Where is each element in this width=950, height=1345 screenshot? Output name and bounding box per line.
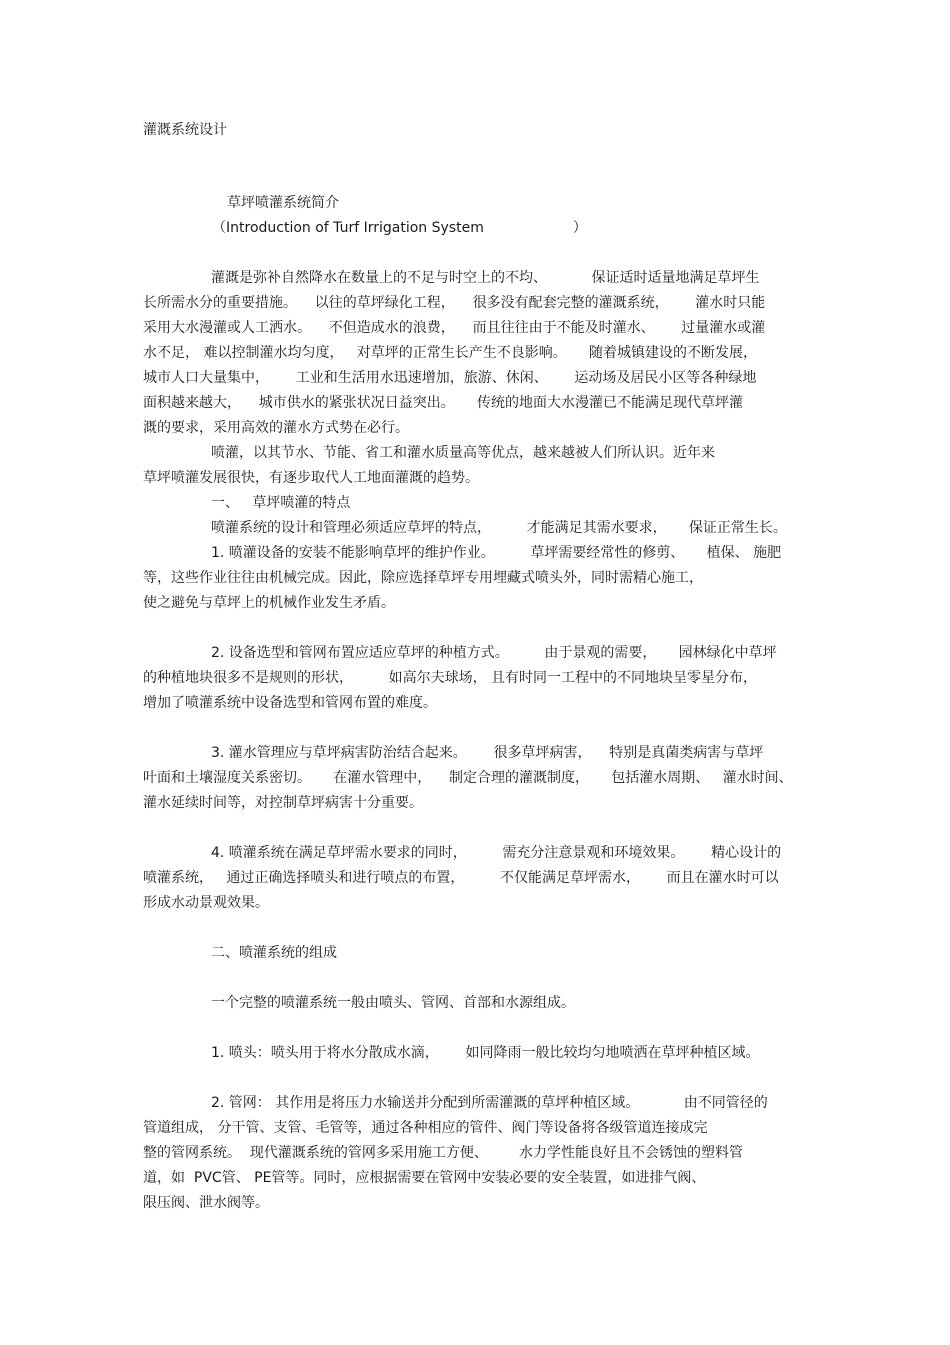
section1-item4-line: 喷灌系统， 通过正确选择喷头和进行喷点的布置， 不仅能满足草坪需水， 而且在灌水时可以 (143, 870, 779, 886)
section2-item2-line: 道，如 PVC管、 PE管等。同时，应根据需要在管网中安装必要的安全装置，如进排气阀、 (143, 1170, 706, 1186)
section2-intro: 一个完整的喷灌系统一般由喷头、管网、首部和水源组成。 (211, 995, 575, 1011)
section1-item3-line: 灌水延续时间等，对控制草坪病害十分重要。 (143, 795, 423, 811)
section1-item1-line: 1. 喷灌设备的安装不能影响草坪的维护作业。 草坪需要经常性的修剪、 植保、 施肥 (211, 545, 782, 561)
para1-line: 灌溉是弥补自然降水在数量上的不足与时空上的不均、 保证适时适量地满足草坪生 (211, 270, 760, 286)
section1-intro: 喷灌系统的设计和管理必须适应草坪的特点， 才能满足其需水要求， 保证正常生长。 (211, 520, 787, 536)
section1-item1-line: 使之避免与草坪上的机械作业发生矛盾。 (143, 595, 395, 611)
para2-line: 草坪喷灌发展很快，有逐步取代人工地面灌溉的趋势。 (143, 470, 479, 486)
para1-line: 溉的要求，采用高效的灌水方式势在必行。 (143, 420, 409, 436)
document-title: 灌溉系统设计 (143, 122, 227, 138)
para1-line: 采用大水漫灌或人工洒水。 不但造成水的浪费， 而且往往由于不能及时灌水、 过量灌水或灌 (143, 320, 766, 336)
section1-item2-line: 2. 设备选型和管网布置应适应草坪的种植方式。 由于景观的需要， 园林绿化中草坪 (211, 645, 777, 661)
section2-item2-line: 限压阀、泄水阀等。 (143, 1195, 269, 1211)
intro-heading-english: （Introduction of Turf Irrigation System ） (212, 220, 587, 236)
section1-item3-line: 叶面和土壤湿度关系密切。 在灌水管理中， 制定合理的灌溉制度， 包括灌水周期、 灌水时间、 (143, 770, 793, 786)
para2-line: 喷灌，以其节水、节能、省工和灌水质量高等优点，越来越被人们所认识。近年来 (211, 445, 715, 461)
section2-item2-line: 2. 管网： 其作用是将压力水输送并分配到所需灌溉的草坪种植区域。 由不同管径的 (211, 1095, 768, 1111)
section1-item3-line: 3. 灌水管理应与草坪病害防治结合起来。 很多草坪病害， 特别是真菌类病害与草坪 (211, 745, 764, 761)
para1-line: 城市人口大量集中， 工业和生活用水迅速增加，旅游、休闲、 运动场及居民小区等各种绿地 (143, 370, 757, 386)
section1-item2-line: 的种植地块很多不是规则的形状， 如高尔夫球场， 且有时同一工程中的不同地块呈零星分布， (143, 670, 758, 686)
para1-line: 面积越来越大， 城市供水的紧张状况日益突出。 传统的地面大水漫灌已不能满足现代草坪灌 (143, 395, 744, 411)
section1-heading: 一、 草坪喷灌的特点 (211, 495, 351, 511)
section1-item4-line: 形成水动景观效果。 (143, 895, 269, 911)
section2-heading: 二、喷灌系统的组成 (211, 945, 337, 961)
para1-line: 长所需水分的重要措施。 以往的草坪绿化工程， 很多没有配套完整的灌溉系统， 灌水时只能 (143, 295, 766, 311)
section1-item2-line: 增加了喷灌系统中设备选型和管网布置的难度。 (143, 695, 437, 711)
section2-item2-line: 整的管网系统。 现代灌溉系统的管网多采用施工方便、 水力学性能良好且不会锈蚀的塑料管 (143, 1145, 744, 1161)
intro-heading: 草坪喷灌系统简介 (227, 195, 339, 211)
para1-line: 水不足， 难以控制灌水均匀度， 对草坪的正常生长产生不良影响。 随着城镇建设的不断发展， (143, 345, 758, 361)
section2-item1: 1. 喷头：喷头用于将水分散成水滴， 如同降雨一般比较均匀地喷洒在草坪种植区域。 (211, 1045, 760, 1061)
section1-item4-line: 4. 喷灌系统在满足草坪需水要求的同时， 需充分注意景观和环境效果。 精心设计的 (211, 845, 782, 861)
section2-item2-line: 管道组成， 分干管、支管、毛管等，通过各种相应的管件、阀门等设备将各级管道连接成完 (143, 1120, 708, 1136)
section1-item1-line: 等，这些作业往往由机械完成。因此，除应选择草坪专用埋藏式喷头外，同时需精心施工， (143, 570, 703, 586)
